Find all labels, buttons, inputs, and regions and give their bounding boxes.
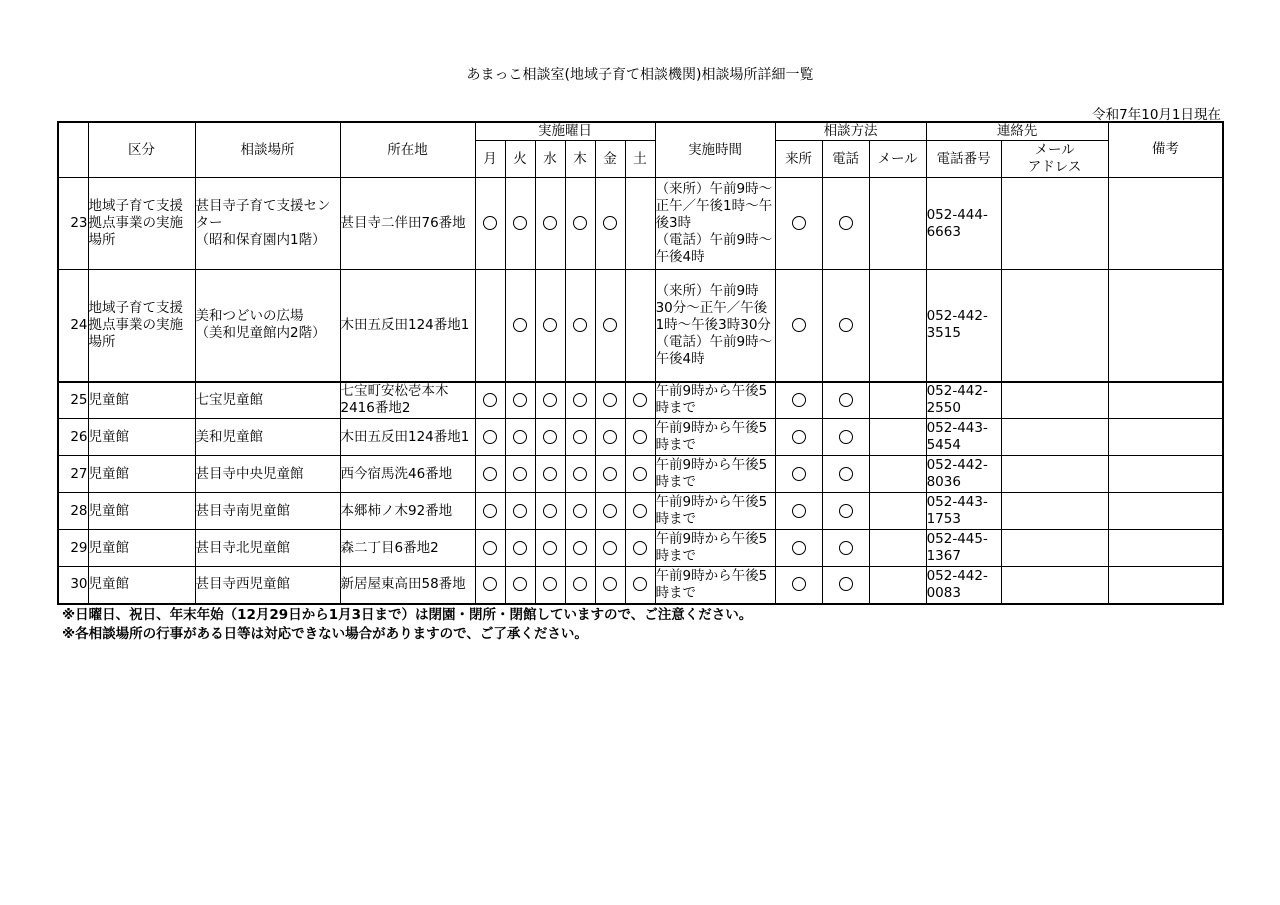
table-row [58, 530, 1223, 567]
header-no [58, 122, 88, 178]
row-category: 児童館 [88, 530, 195, 567]
method-cell [869, 178, 926, 270]
day-cell [625, 530, 655, 567]
available-mark [513, 541, 527, 555]
method-cell [869, 419, 926, 456]
available-mark [792, 577, 806, 591]
available-mark [513, 577, 527, 591]
available-mark [603, 504, 617, 518]
row-address: 木田五反田124番地1 [340, 270, 475, 382]
day-cell [625, 178, 655, 270]
day-cell [475, 567, 505, 604]
method-cell [775, 567, 822, 604]
available-mark [792, 318, 806, 332]
available-mark [543, 216, 557, 230]
row-address: 甚目寺二伴田76番地 [340, 178, 475, 270]
day-cell [535, 493, 565, 530]
available-mark [513, 504, 527, 518]
table-row [58, 382, 1223, 419]
header-category: 区分 [88, 122, 195, 178]
row-hours: （来所）午前9時～正午／午後1時～午後3時 （電話）午前9時～午後4時 [655, 178, 775, 270]
table-body [58, 178, 1223, 604]
day-cell [505, 456, 535, 493]
available-mark [839, 430, 853, 444]
row-place: 甚目寺北児童館 [195, 530, 340, 567]
day-cell [625, 456, 655, 493]
row-tel: 052-443- 5454 [926, 419, 1001, 456]
row-remarks [1108, 270, 1223, 382]
consultation-places-table [57, 121, 1224, 605]
day-cell [625, 419, 655, 456]
day-cell [565, 493, 595, 530]
row-number: 30 [58, 567, 88, 604]
row-category: 地域子育て支援拠点事業の実施場所 [88, 178, 195, 270]
available-mark [543, 577, 557, 591]
method-cell [775, 419, 822, 456]
method-cell [822, 567, 869, 604]
day-cell [505, 493, 535, 530]
available-mark [839, 216, 853, 230]
row-address: 本郷柿ノ木92番地 [340, 493, 475, 530]
page-title: あまっこ相談室(地域子育て相談機関)相談場所詳細一覧 [466, 67, 814, 83]
method-cell [822, 419, 869, 456]
row-address: 新居屋東高田58番地 [340, 567, 475, 604]
available-mark [603, 541, 617, 555]
day-cell [565, 456, 595, 493]
day-cell [505, 178, 535, 270]
row-remarks [1108, 567, 1223, 604]
row-category: 児童館 [88, 419, 195, 456]
row-email [1001, 419, 1108, 456]
row-place: 甚目寺南児童館 [195, 493, 340, 530]
available-mark [483, 430, 497, 444]
available-mark [513, 430, 527, 444]
day-cell [595, 567, 625, 604]
row-address: 西今宿馬洗46番地 [340, 456, 475, 493]
day-cell [565, 382, 595, 419]
table-row [58, 419, 1223, 456]
row-remarks [1108, 530, 1223, 567]
available-mark [483, 504, 497, 518]
method-cell [869, 493, 926, 530]
available-mark [792, 467, 806, 481]
method-cell [822, 178, 869, 270]
available-mark [792, 504, 806, 518]
row-email [1001, 493, 1108, 530]
row-tel: 052-443- 1753 [926, 493, 1001, 530]
row-email [1001, 270, 1108, 382]
available-mark [839, 577, 853, 591]
day-cell [505, 270, 535, 382]
row-hours: 午前9時から午後5時まで [655, 530, 775, 567]
header-place: 相談場所 [195, 122, 340, 178]
header-contact-group: 連絡先 [926, 122, 1108, 141]
row-remarks [1108, 178, 1223, 270]
day-cell [595, 382, 625, 419]
day-cell [505, 419, 535, 456]
day-cell [535, 178, 565, 270]
day-cell [475, 530, 505, 567]
row-address: 森二丁目6番地2 [340, 530, 475, 567]
available-mark [543, 504, 557, 518]
row-tel: 052-442- 3515 [926, 270, 1001, 382]
available-mark [573, 216, 587, 230]
method-cell [869, 567, 926, 604]
as-of-date: 令和7年10月1日現在 [1092, 107, 1221, 123]
day-cell [565, 419, 595, 456]
row-email [1001, 456, 1108, 493]
row-category: 児童館 [88, 493, 195, 530]
row-remarks [1108, 493, 1223, 530]
day-cell [565, 178, 595, 270]
row-address: 七宝町安松壱本木2416番地2 [340, 382, 475, 419]
day-cell [625, 270, 655, 382]
header-email: メール アドレス [1001, 141, 1108, 178]
available-mark [483, 577, 497, 591]
method-cell [869, 270, 926, 382]
available-mark [839, 467, 853, 481]
header-day-tue: 火 [505, 141, 535, 178]
available-mark [633, 393, 647, 407]
row-place: 甚目寺中央児童館 [195, 456, 340, 493]
row-hours: 午前9時から午後5時まで [655, 382, 775, 419]
day-cell [535, 567, 565, 604]
method-cell [775, 382, 822, 419]
table-row [58, 270, 1223, 382]
day-cell [505, 567, 535, 604]
day-cell [475, 270, 505, 382]
day-cell [565, 530, 595, 567]
header-tel: 電話番号 [926, 141, 1001, 178]
day-cell [535, 456, 565, 493]
available-mark [792, 216, 806, 230]
method-cell [869, 456, 926, 493]
method-cell [775, 178, 822, 270]
available-mark [513, 467, 527, 481]
available-mark [839, 393, 853, 407]
day-cell [535, 530, 565, 567]
day-cell [625, 382, 655, 419]
method-cell [822, 456, 869, 493]
row-number: 23 [58, 178, 88, 270]
row-place: 甚目寺西児童館 [195, 567, 340, 604]
available-mark [792, 541, 806, 555]
available-mark [633, 577, 647, 591]
header-days-group: 実施曜日 [475, 122, 655, 141]
row-tel: 052-444- 6663 [926, 178, 1001, 270]
row-tel: 052-442- 2550 [926, 382, 1001, 419]
available-mark [483, 467, 497, 481]
method-cell [775, 530, 822, 567]
header-day-thu: 木 [565, 141, 595, 178]
available-mark [603, 467, 617, 481]
header-method-phone: 電話 [822, 141, 869, 178]
header-method-mail: メール [869, 141, 926, 178]
note-closed-days: ※日曜日、祝日、年末年始（12月29日から1月3日まで）は閉園・閉所・閉館していますので、ご注意ください。 [62, 607, 753, 623]
available-mark [792, 430, 806, 444]
header-method-visit: 来所 [775, 141, 822, 178]
available-mark [839, 504, 853, 518]
row-hours: 午前9時から午後5時まで [655, 567, 775, 604]
available-mark [633, 504, 647, 518]
available-mark [603, 430, 617, 444]
available-mark [603, 393, 617, 407]
day-cell [565, 270, 595, 382]
row-number: 26 [58, 419, 88, 456]
day-cell [475, 419, 505, 456]
day-cell [535, 382, 565, 419]
row-category: 地域子育て支援拠点事業の実施場所 [88, 270, 195, 382]
method-cell [822, 530, 869, 567]
header-day-mon: 月 [475, 141, 505, 178]
row-number: 29 [58, 530, 88, 567]
available-mark [513, 216, 527, 230]
day-cell [595, 178, 625, 270]
method-cell [869, 530, 926, 567]
header-remarks: 備考 [1108, 122, 1223, 178]
header-day-sat: 土 [625, 141, 655, 178]
available-mark [483, 216, 497, 230]
row-tel: 052-442- 0083 [926, 567, 1001, 604]
row-place: 甚目寺子育て支援センター （昭和保育園内1階） [195, 178, 340, 270]
row-place: 七宝児童館 [195, 382, 340, 419]
day-cell [595, 419, 625, 456]
available-mark [543, 318, 557, 332]
day-cell [595, 493, 625, 530]
method-cell [822, 493, 869, 530]
row-number: 24 [58, 270, 88, 382]
note-events: ※各相談場所の行事がある日等は対応できない場合がありますので、ご了承ください。 [62, 626, 588, 642]
available-mark [573, 467, 587, 481]
header-address: 所在地 [340, 122, 475, 178]
available-mark [573, 318, 587, 332]
method-cell [775, 270, 822, 382]
row-email [1001, 178, 1108, 270]
day-cell [475, 178, 505, 270]
day-cell [505, 530, 535, 567]
row-place: 美和児童館 [195, 419, 340, 456]
day-cell [595, 270, 625, 382]
available-mark [792, 393, 806, 407]
available-mark [633, 430, 647, 444]
row-address: 木田五反田124番地1 [340, 419, 475, 456]
day-cell [475, 493, 505, 530]
row-hours: （来所）午前9時30分～正午／午後1時～午後3時30分 （電話）午前9時～午後4時 [655, 270, 775, 382]
available-mark [603, 216, 617, 230]
available-mark [513, 318, 527, 332]
notes [62, 606, 752, 644]
available-mark [839, 318, 853, 332]
day-cell [475, 456, 505, 493]
header-day-wed: 水 [535, 141, 565, 178]
available-mark [483, 541, 497, 555]
available-mark [603, 318, 617, 332]
row-category: 児童館 [88, 382, 195, 419]
row-place: 美和つどいの広場 （美和児童館内2階） [195, 270, 340, 382]
row-tel: 052-442- 8036 [926, 456, 1001, 493]
available-mark [543, 430, 557, 444]
row-hours: 午前9時から午後5時まで [655, 419, 775, 456]
row-category: 児童館 [88, 567, 195, 604]
header-method-group: 相談方法 [775, 122, 926, 141]
available-mark [573, 430, 587, 444]
day-cell [595, 530, 625, 567]
row-category: 児童館 [88, 456, 195, 493]
table-row [58, 178, 1223, 270]
table-row [58, 567, 1223, 604]
method-cell [822, 270, 869, 382]
day-cell [565, 567, 595, 604]
row-hours: 午前9時から午後5時まで [655, 456, 775, 493]
day-cell [625, 493, 655, 530]
day-cell [505, 382, 535, 419]
day-cell [625, 567, 655, 604]
day-cell [475, 382, 505, 419]
row-remarks [1108, 382, 1223, 419]
available-mark [543, 541, 557, 555]
row-tel: 052-445- 1367 [926, 530, 1001, 567]
table-row [58, 493, 1223, 530]
row-remarks [1108, 419, 1223, 456]
available-mark [603, 577, 617, 591]
row-number: 28 [58, 493, 88, 530]
method-cell [775, 493, 822, 530]
available-mark [573, 393, 587, 407]
available-mark [543, 393, 557, 407]
row-email [1001, 567, 1108, 604]
row-number: 27 [58, 456, 88, 493]
row-number: 25 [58, 382, 88, 419]
available-mark [483, 393, 497, 407]
available-mark [839, 541, 853, 555]
row-remarks [1108, 456, 1223, 493]
method-cell [822, 382, 869, 419]
available-mark [633, 467, 647, 481]
day-cell [535, 419, 565, 456]
header-day-fri: 金 [595, 141, 625, 178]
available-mark [573, 541, 587, 555]
header-hours: 実施時間 [655, 122, 775, 178]
day-cell [595, 456, 625, 493]
row-hours: 午前9時から午後5時まで [655, 493, 775, 530]
table-row [58, 456, 1223, 493]
available-mark [573, 504, 587, 518]
available-mark [573, 577, 587, 591]
row-email [1001, 382, 1108, 419]
row-email [1001, 530, 1108, 567]
day-cell [535, 270, 565, 382]
available-mark [633, 541, 647, 555]
method-cell [869, 382, 926, 419]
available-mark [543, 467, 557, 481]
method-cell [775, 456, 822, 493]
available-mark [513, 393, 527, 407]
